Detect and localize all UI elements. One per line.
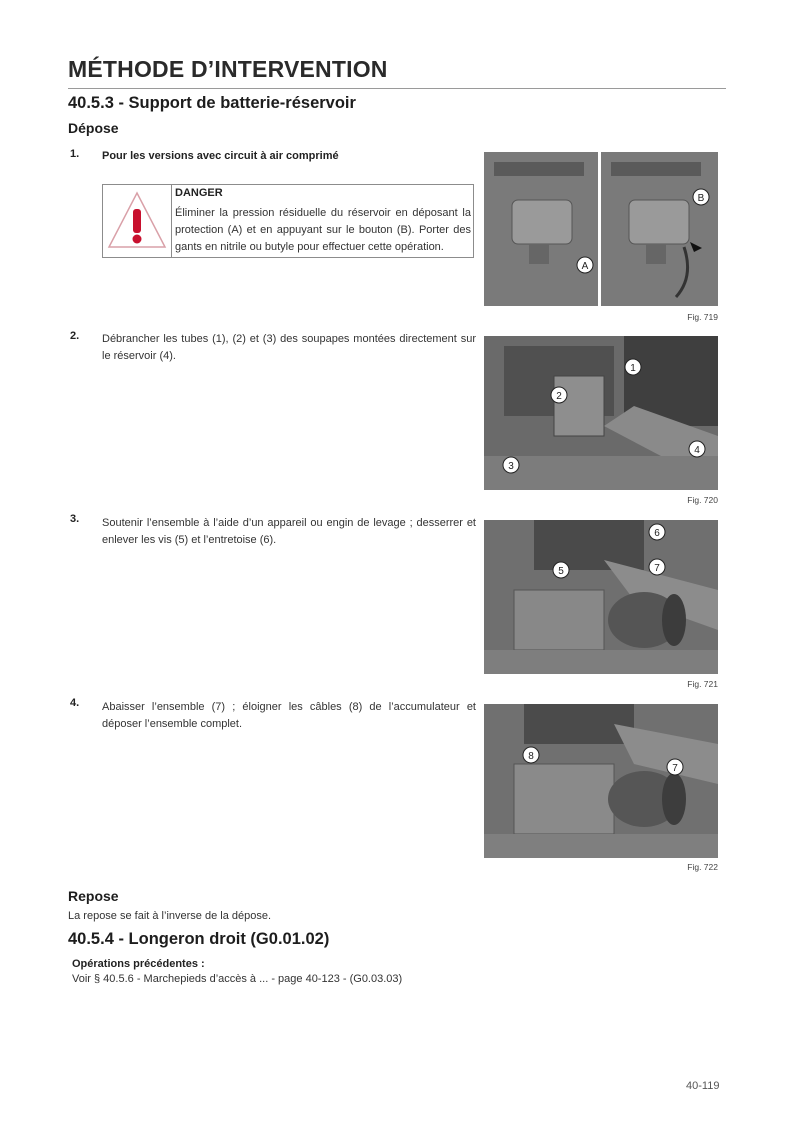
step-4-number: 4.: [70, 697, 80, 709]
fig-720-callout-4-label: 4: [694, 445, 700, 456]
fig-720-callout-2: [550, 386, 568, 404]
fig-722-callout-7: [666, 758, 684, 776]
repose-text: La repose se fait à l’inverse de la dépose.: [68, 910, 272, 922]
danger-icon-cell: [103, 185, 172, 257]
repose-heading: Repose: [68, 888, 119, 904]
fig-720-callout-1-label: 1: [630, 363, 636, 374]
fig-721-callout-7-label: 7: [654, 563, 660, 574]
fig-721-callout-5-label: 5: [558, 566, 564, 577]
step-4-text: Abaisser l’ensemble (7) ; éloigner les câbles (8) de l’accumulateur et déposer l’ensemble complet.: [102, 701, 476, 730]
section-heading-40-5-3: 40.5.3 - Support de batterie-réservoir: [68, 94, 356, 112]
fig-719-callout-b-label: B: [697, 193, 705, 204]
fig-721-callout-6: [648, 523, 666, 541]
fig-720-callout-2-label: 2: [556, 391, 562, 402]
page-title: MÉTHODE D’INTERVENTION: [68, 56, 388, 82]
figure-722-caption: Fig. 722: [687, 862, 718, 872]
step-3-number: 3.: [70, 513, 80, 525]
figure-721-caption: Fig. 721: [687, 679, 718, 689]
fig-720-callout-3-label: 3: [508, 461, 514, 472]
figure-722-photo: [484, 704, 718, 858]
section-heading-40-5-4: 40.5.4 - Longeron droit (G0.01.02): [68, 930, 330, 948]
step-1-number: 1.: [70, 148, 80, 160]
danger-box: [102, 184, 474, 258]
previous-operations-label: Opérations précédentes :: [72, 958, 205, 970]
fig-719-callout-b: [692, 188, 710, 206]
fig-719-callout-a-label: A: [581, 261, 589, 272]
fig-722-callout-8: [522, 746, 540, 764]
previous-operations-text: Voir § 40.5.6 - Marchepieds d’accès à ... - page 40-123 - (G0.03.03): [72, 973, 403, 985]
page-number: 40-119: [686, 1080, 720, 1092]
figure-719-photo: [484, 152, 718, 306]
fig-720-callout-3: [502, 456, 520, 474]
depose-heading: Dépose: [68, 120, 119, 136]
figure-720-caption: Fig. 720: [687, 495, 718, 505]
figure-721-photo: [484, 520, 718, 674]
step-2-number: 2.: [70, 330, 80, 342]
title-divider: [68, 88, 726, 89]
fig-720-callout-4: [688, 440, 706, 458]
fig-721-callout-6-label: 6: [654, 528, 660, 539]
danger-text: Éliminer la pression résiduelle du réservoir en déposant la protection (A) et en appuyant sur le bouton (B). Porter des gants en nitrile ou butyle pour effectuer cette opération.: [175, 207, 471, 253]
fig-722-callout-7-label: 7: [672, 763, 678, 774]
step-3-text: Soutenir l’ensemble à l’aide d’un appareil ou engin de levage ; desserrer et enlever les vis (5) et l’entretoise (6).: [102, 517, 476, 546]
figure-720-photo: [484, 336, 718, 490]
figure-719-caption: Fig. 719: [687, 312, 718, 322]
fig-719-callout-a: [576, 256, 594, 274]
fig-720-callout-1: [624, 358, 642, 376]
step-2-text: Débrancher les tubes (1), (2) et (3) des soupapes montées directement sur le réservoir (4).: [102, 333, 476, 362]
fig-721-callout-7: [648, 558, 666, 576]
fig-721-callout-5: [552, 561, 570, 579]
danger-title: DANGER: [175, 187, 223, 199]
step-1-heading: Pour les versions avec circuit à air comprimé: [102, 150, 339, 162]
fig-722-callout-8-label: 8: [528, 751, 534, 762]
warning-triangle-icon: [103, 185, 171, 257]
